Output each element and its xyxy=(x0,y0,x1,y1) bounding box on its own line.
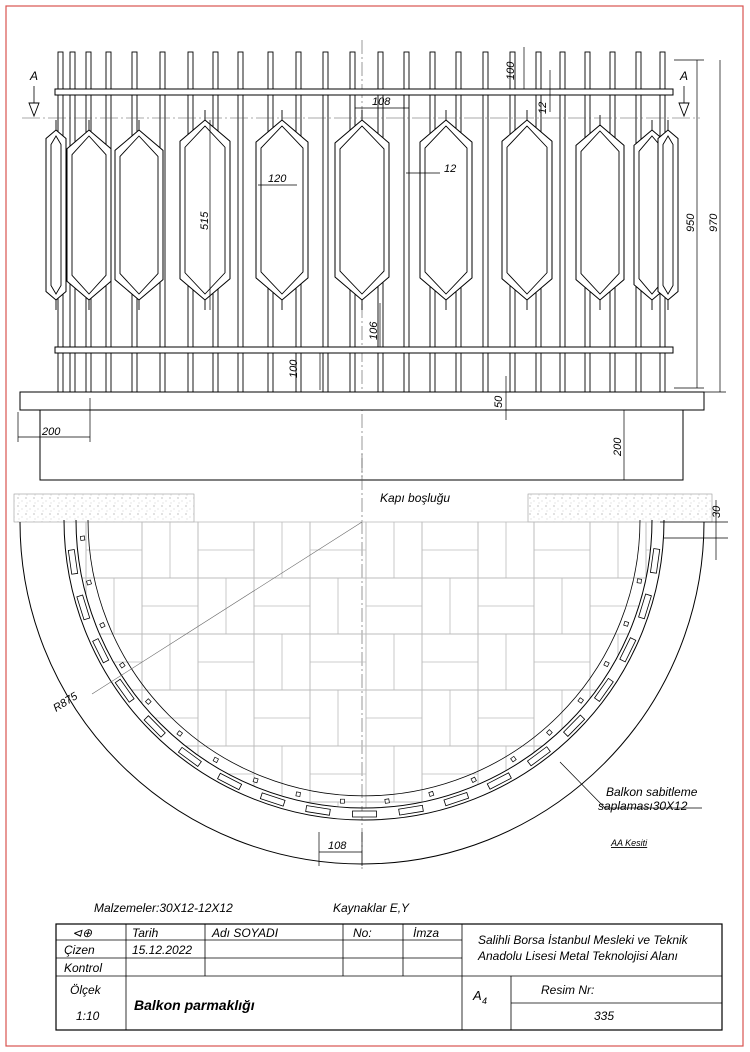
bar-section xyxy=(340,799,344,803)
dim-970: 970 xyxy=(708,213,720,232)
drawing-number-value: 335 xyxy=(594,1009,615,1023)
railing-elevation-view xyxy=(18,40,726,480)
bar-section xyxy=(213,757,218,762)
bar-section xyxy=(637,579,642,584)
dim-100-top: 100 xyxy=(505,61,517,80)
date-header: Tarih xyxy=(132,926,159,940)
fixing-bracket xyxy=(306,806,331,816)
signature-header: İmza xyxy=(413,926,440,940)
railing-outer-edge xyxy=(64,520,664,820)
dim-12-mid: 12 xyxy=(444,163,457,175)
fixing-bracket xyxy=(399,805,424,815)
bar-section xyxy=(253,778,258,783)
scale-value: 1:10 xyxy=(76,1009,100,1023)
plan-dim-108: 108 xyxy=(328,840,347,852)
wall-right xyxy=(528,494,712,522)
school-name-line1: Salihli Borsa İstanbul Mesleki ve Teknik xyxy=(478,933,688,947)
paper-size: A xyxy=(473,988,482,1003)
bar-section xyxy=(100,623,105,628)
paving-tile xyxy=(142,802,198,858)
bar-section xyxy=(578,698,584,704)
name-header: Adı SOYADI xyxy=(212,926,279,940)
bar-section xyxy=(471,777,476,782)
fixing-bracket xyxy=(620,638,636,662)
railing-inner-edge xyxy=(76,520,652,808)
bracket-label-line1: Balkon sabitleme xyxy=(606,785,698,799)
fixing-bracket xyxy=(144,716,165,737)
bar-section xyxy=(547,730,553,736)
paving-tile xyxy=(30,578,86,634)
vertical-bar xyxy=(404,52,409,392)
fixing-bracket xyxy=(352,811,376,817)
paving-tile xyxy=(198,802,254,858)
bar-section xyxy=(86,580,91,585)
paper-size-subscript: 4 xyxy=(482,996,488,1006)
fixing-bracket xyxy=(595,678,614,701)
fixing-bracket xyxy=(487,773,511,789)
paving-tile xyxy=(30,802,86,858)
dim-12-top: 12 xyxy=(537,101,549,114)
wall-left xyxy=(14,494,194,522)
bracket-label-line2: saplaması30X12 xyxy=(598,799,688,813)
hexagon-panel-outer xyxy=(335,120,389,300)
school-name-line2: Anadolu Lisesi Metal Teknolojisi Alanı xyxy=(478,949,678,963)
fixing-bracket xyxy=(527,747,550,766)
bar-section xyxy=(604,661,609,666)
radius-line xyxy=(92,522,362,694)
section-mark-right: A xyxy=(680,69,689,83)
materials-note: Malzemeler:30X12-12X12 xyxy=(94,901,233,915)
bar-section xyxy=(80,536,85,541)
bar-section xyxy=(624,621,629,626)
fixing-bracket xyxy=(77,595,90,620)
fixing-bracket xyxy=(115,679,134,702)
fixing-bracket xyxy=(650,549,659,574)
door-opening-label: Kapı boşluğu xyxy=(380,491,451,505)
fixing-bracket xyxy=(444,792,469,805)
section-arrow-right xyxy=(679,103,689,116)
drawing-title: Balkon parmaklığı xyxy=(134,997,255,1013)
balcony-slab xyxy=(20,392,704,410)
slab-beam xyxy=(40,410,683,480)
drawing-number-label: Resim Nr: xyxy=(541,983,595,997)
vertical-bar xyxy=(560,52,565,392)
fixing-bracket xyxy=(93,639,109,663)
fixing-bracket xyxy=(639,594,652,619)
bar-section xyxy=(429,791,434,796)
vertical-bar xyxy=(323,52,328,392)
bar-section xyxy=(177,731,183,737)
dim-100-bottom: 100 xyxy=(288,359,300,378)
paving-tile xyxy=(30,746,86,802)
paving-tile xyxy=(30,634,86,690)
dim-106: 106 xyxy=(368,321,380,340)
section-mark-left: A xyxy=(30,69,39,83)
hexagon-panel-outer xyxy=(180,120,230,300)
hexagon-panel-outer xyxy=(115,130,163,300)
hexagon-panel-outer xyxy=(46,130,66,300)
section-aa-label: AA Kesiti xyxy=(611,838,648,848)
bar-section xyxy=(145,699,151,705)
bar-section xyxy=(120,662,126,668)
welding-note: Kaynaklar E,Y xyxy=(333,901,410,915)
bar-section xyxy=(296,792,301,797)
section-arrow-left xyxy=(29,103,39,116)
paving-tile xyxy=(534,802,590,858)
scale-label: Ölçek xyxy=(70,983,101,997)
no-header: No: xyxy=(353,926,372,940)
fixing-bracket xyxy=(218,773,242,789)
paving-tile xyxy=(478,802,534,858)
drawn-by-label: Çizen xyxy=(64,943,95,957)
dim-50: 50 xyxy=(493,395,505,408)
hexagon-panel-outer xyxy=(420,120,472,300)
hexagon-panel-outer xyxy=(658,130,678,300)
projection-symbol: ⊲⊕ xyxy=(72,926,93,940)
hexagon-panel-outer xyxy=(67,130,111,300)
dim-950: 950 xyxy=(685,213,697,232)
fixing-bracket xyxy=(260,793,285,806)
checked-by-label: Kontrol xyxy=(64,961,103,975)
radius-label: R875 xyxy=(51,690,80,715)
fixing-bracket xyxy=(564,715,585,736)
fixing-bracket xyxy=(68,550,77,575)
paving-tile xyxy=(646,690,702,746)
paving-tile xyxy=(86,746,142,802)
vertical-bar xyxy=(483,52,488,392)
dim-200-right: 200 xyxy=(612,437,624,456)
top-rail xyxy=(55,89,673,95)
dim-108: 108 xyxy=(372,96,391,108)
railing-hexagon-panels xyxy=(46,110,678,310)
balcony-plan-view xyxy=(14,454,728,870)
bottom-rail xyxy=(55,347,673,353)
hexagon-panel-outer xyxy=(256,120,308,300)
dim-120: 120 xyxy=(268,173,287,185)
hexagon-panel-outer xyxy=(502,120,552,300)
paving-tile xyxy=(422,802,478,858)
dim-200-left: 200 xyxy=(42,426,61,438)
title-block xyxy=(56,924,722,1030)
paving-tile xyxy=(86,802,142,858)
drawn-date: 15.12.2022 xyxy=(132,943,193,957)
vertical-bar xyxy=(238,52,243,392)
wall-dim-30: 30 xyxy=(711,505,723,518)
hexagon-panel-outer xyxy=(576,125,624,300)
bar-section xyxy=(385,799,390,804)
dim-515: 515 xyxy=(199,211,211,230)
bar-section xyxy=(511,756,517,762)
